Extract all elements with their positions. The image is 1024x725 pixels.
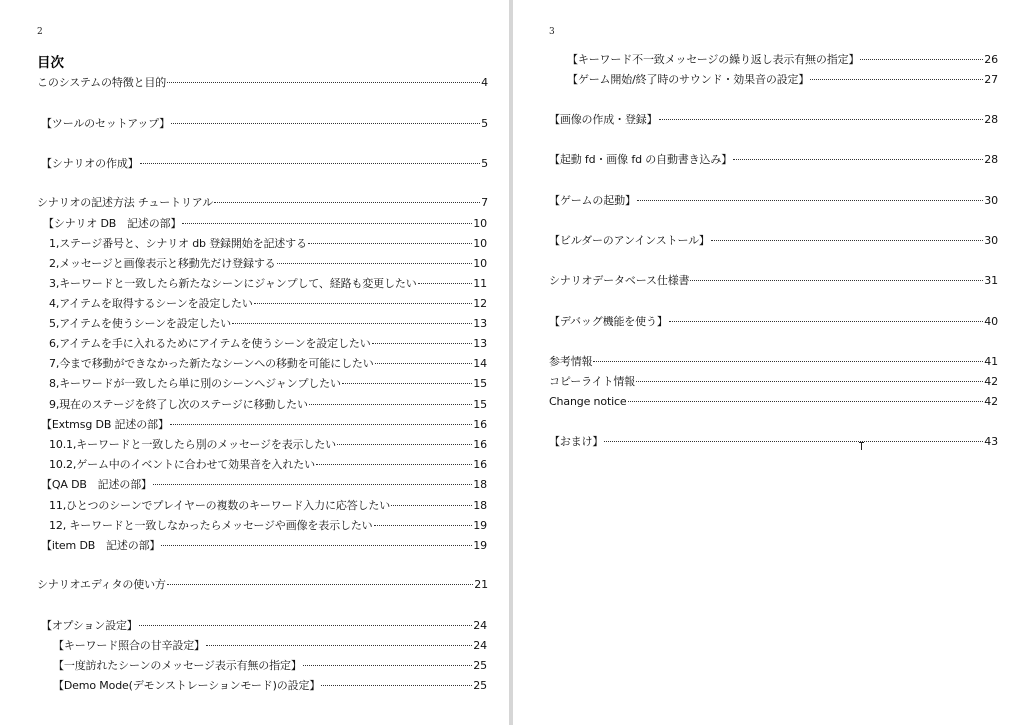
toc-entry[interactable]	[549, 375, 998, 389]
toc-leader-dots	[391, 505, 472, 506]
toc-leader-dots	[153, 484, 472, 485]
toc-entry-page-number: 13	[473, 337, 487, 350]
toc-entry[interactable]	[49, 277, 487, 291]
toc-entry-page-number: 18	[473, 499, 487, 512]
toc-entry-label: 12, キーワードと一致しなかったらメッセージや画像を表示したい	[49, 519, 373, 532]
toc-entry-page-number: 25	[473, 659, 487, 672]
toc-list-left	[0, 0, 509, 725]
toc-entry-page-number: 14	[473, 357, 487, 370]
toc-entry-page-number: 10	[473, 237, 487, 250]
toc-entry[interactable]	[49, 317, 487, 331]
toc-entry-label: シナリオデータベース仕様書	[549, 274, 690, 287]
toc-leader-dots	[342, 383, 472, 384]
toc-entry[interactable]	[549, 194, 998, 208]
page-number: 2	[37, 27, 43, 37]
toc-entry-label: 9,現在のステージを終了し次のステージに移動したい	[49, 398, 308, 411]
toc-entry[interactable]	[37, 196, 488, 210]
toc-entry[interactable]	[549, 234, 998, 248]
toc-entry-page-number: 42	[984, 375, 998, 388]
toc-leader-dots	[140, 163, 481, 164]
toc-entry[interactable]	[49, 297, 487, 311]
toc-entry-page-number: 19	[473, 539, 487, 552]
toc-entry-label: 【ビルダーのアンインストール】	[549, 234, 710, 247]
toc-leader-dots	[711, 240, 984, 241]
toc-leader-dots	[690, 280, 983, 281]
toc-entry-label: 【一度訪れたシーンのメッセージ表示有無の指定】	[53, 659, 302, 672]
toc-entry-page-number: 16	[473, 438, 487, 451]
toc-leader-dots	[206, 645, 472, 646]
toc-leader-dots	[418, 283, 473, 284]
toc-entry-page-number: 10	[473, 257, 487, 270]
toc-entry[interactable]	[41, 478, 487, 492]
toc-leader-dots	[161, 545, 472, 546]
toc-entry[interactable]	[41, 539, 487, 553]
toc-leader-dots	[659, 119, 984, 120]
toc-entry-label: 【画像の作成・登録】	[549, 113, 658, 126]
toc-entry-label: 【キーワード不一致メッセージの繰り返し表示有無の指定】	[567, 53, 860, 66]
toc-entry-page-number: 4	[481, 76, 488, 89]
text-cursor-icon	[861, 442, 862, 450]
toc-leader-dots	[303, 665, 473, 666]
toc-leader-dots	[277, 263, 473, 264]
toc-entry[interactable]	[49, 519, 487, 533]
toc-entry-label: シナリオエディタの使い方	[37, 578, 166, 591]
toc-entry-page-number: 16	[473, 418, 487, 431]
toc-entry[interactable]	[549, 395, 998, 409]
toc-entry-page-number: 27	[984, 73, 998, 86]
toc-entry-page-number: 18	[473, 478, 487, 491]
toc-entry-label: 【デバッグ機能を使う】	[549, 315, 668, 328]
toc-entry-page-number: 40	[984, 315, 998, 328]
toc-entry[interactable]	[49, 499, 487, 513]
toc-leader-dots	[374, 525, 473, 526]
toc-entry-label: 【ツールのセットアップ】	[41, 117, 170, 130]
toc-entry-label: 【オプション設定】	[41, 619, 138, 632]
toc-leader-dots	[232, 323, 472, 324]
toc-entry-label: 【QA DB 記述の部】	[41, 478, 152, 491]
toc-entry[interactable]	[49, 458, 487, 472]
toc-entry-label: このシステムの特徴と目的	[37, 76, 167, 89]
toc-entry-label: 7,今まで移動ができなかった新たなシーンへの移動を可能にしたい	[49, 357, 374, 370]
toc-entry-label: コピーライト情報	[549, 375, 636, 388]
toc-entry-page-number: 24	[473, 639, 487, 652]
toc-entry-label: 【シナリオ DB 記述の部】	[43, 217, 182, 230]
toc-entry-page-number: 19	[473, 519, 487, 532]
toc-entry-label: 【Demo Mode(デモンストレーションモード)の設定】	[53, 679, 321, 692]
toc-leader-dots	[308, 243, 472, 244]
toc-entry-page-number: 43	[984, 435, 998, 448]
toc-entry-page-number: 12	[473, 297, 487, 310]
toc-entry[interactable]	[41, 418, 487, 432]
toc-leader-dots	[170, 424, 472, 425]
toc-entry-label: 【item DB 記述の部】	[41, 539, 161, 552]
toc-leader-dots	[214, 202, 480, 203]
toc-entry[interactable]	[549, 355, 998, 369]
toc-entry-page-number: 13	[473, 317, 487, 330]
toc-leader-dots	[733, 159, 983, 160]
toc-entry[interactable]	[549, 274, 998, 288]
toc-leader-dots	[321, 685, 472, 686]
toc-entry[interactable]	[567, 53, 998, 67]
toc-entry-label: 6,アイテムを手に入れるためにアイテムを使うシーンを設定したい	[49, 337, 371, 350]
toc-entry[interactable]	[49, 337, 487, 351]
toc-entry[interactable]	[41, 117, 488, 131]
toc-entry-page-number: 42	[984, 395, 998, 408]
toc-entry-page-number: 15	[473, 398, 487, 411]
toc-leader-dots	[167, 584, 474, 585]
toc-leader-dots	[860, 59, 983, 60]
toc-entry-label: 【ゲーム開始/終了時のサウンド・効果音の設定】	[567, 73, 810, 86]
toc-entry-label: 参考情報	[549, 355, 593, 368]
toc-entry-label: 4,アイテムを取得するシーンを設定したい	[49, 297, 253, 310]
toc-entry-page-number: 7	[481, 196, 488, 209]
toc-leader-dots	[372, 343, 473, 344]
toc-leader-dots	[593, 361, 983, 362]
toc-entry[interactable]	[549, 435, 998, 449]
toc-entry[interactable]	[37, 76, 488, 90]
toc-entry-label: 1,ステージ番号と、シナリオ db 登録開始を記述する	[49, 237, 307, 250]
toc-entry-page-number: 28	[984, 153, 998, 166]
toc-leader-dots	[167, 82, 480, 83]
toc-leader-dots	[637, 200, 983, 201]
toc-entry[interactable]	[53, 639, 487, 653]
toc-entry-label: 【おまけ】	[549, 435, 604, 448]
toc-entry-label: 8,キーワードが一致したら単に別のシーンへジャンプしたい	[49, 377, 341, 390]
toc-leader-dots	[337, 444, 472, 445]
toc-entry-label: 【Extmsg DB 記述の部】	[41, 418, 169, 431]
toc-entry-page-number: 31	[984, 274, 998, 287]
toc-leader-dots	[375, 363, 473, 364]
toc-entry-page-number: 21	[474, 578, 488, 591]
toc-entry-label: 10.2,ゲーム中のイベントに合わせて効果音を入れたい	[49, 458, 315, 471]
toc-entry-page-number: 24	[473, 619, 487, 632]
toc-leader-dots	[254, 303, 473, 304]
toc-entry-label: 【キーワード照合の甘辛設定】	[53, 639, 205, 652]
toc-leader-dots	[628, 401, 984, 402]
toc-entry[interactable]	[53, 679, 487, 693]
toc-entry-label: 11,ひとつのシーンでプレイヤーの複数のキーワード入力に応答したい	[49, 499, 391, 512]
toc-entry-page-number: 15	[473, 377, 487, 390]
toc-entry-page-number: 11	[473, 277, 487, 290]
toc-heading: 目次	[37, 55, 64, 71]
toc-leader-dots	[636, 381, 983, 382]
toc-entry-page-number: 30	[984, 234, 998, 247]
toc-leader-dots	[309, 404, 472, 405]
toc-entry-page-number: 28	[984, 113, 998, 126]
toc-entry[interactable]	[49, 257, 487, 271]
toc-entry-page-number: 30	[984, 194, 998, 207]
toc-leader-dots	[171, 123, 480, 124]
toc-list-right	[513, 0, 1024, 725]
toc-entry[interactable]	[549, 315, 998, 329]
right-page	[513, 0, 1024, 725]
toc-leader-dots	[669, 321, 984, 322]
toc-entry[interactable]	[49, 398, 487, 412]
toc-entry-label: Change notice	[549, 395, 627, 408]
toc-entry[interactable]	[41, 157, 488, 171]
toc-entry-page-number: 10	[473, 217, 487, 230]
toc-entry[interactable]	[49, 237, 487, 251]
left-page	[0, 0, 509, 725]
toc-entry[interactable]	[567, 73, 998, 87]
toc-entry-page-number: 5	[481, 157, 488, 170]
toc-entry-label: 【起動 fd・画像 fd の自動書き込み】	[549, 153, 733, 166]
toc-entry-page-number: 41	[984, 355, 998, 368]
toc-entry[interactable]	[43, 217, 487, 231]
toc-leader-dots	[604, 441, 983, 442]
toc-entry[interactable]	[49, 438, 487, 452]
toc-entry-page-number: 26	[984, 53, 998, 66]
toc-entry[interactable]	[37, 578, 488, 592]
toc-entry-label: 【ゲームの起動】	[549, 194, 636, 207]
toc-entry[interactable]	[49, 377, 487, 391]
toc-entry-label: 【シナリオの作成】	[41, 157, 139, 170]
toc-entry-label: 5,アイテムを使うシーンを設定したい	[49, 317, 232, 330]
page-number: 3	[549, 27, 555, 37]
toc-entry-label: 10.1,キーワードと一致したら別のメッセージを表示したい	[49, 438, 336, 451]
toc-entry-page-number: 16	[473, 458, 487, 471]
toc-entry-label: 3,キーワードと一致したら新たなシーンにジャンプして、経路も変更したい	[49, 277, 417, 290]
toc-leader-dots	[139, 625, 473, 626]
toc-entry-label: シナリオの記述方法 チュートリアル	[37, 196, 214, 209]
toc-entry[interactable]	[549, 153, 998, 167]
toc-entry-page-number: 5	[481, 117, 488, 130]
toc-entry[interactable]	[549, 113, 998, 127]
toc-leader-dots	[182, 223, 472, 224]
toc-leader-dots	[316, 464, 472, 465]
toc-entry-page-number: 25	[473, 679, 487, 692]
toc-leader-dots	[810, 79, 983, 80]
toc-entry-label: 2,メッセージと画像表示と移動先だけ登録する	[49, 257, 276, 270]
toc-entry[interactable]	[53, 659, 487, 673]
toc-entry[interactable]	[41, 619, 487, 633]
toc-entry[interactable]	[49, 357, 487, 371]
